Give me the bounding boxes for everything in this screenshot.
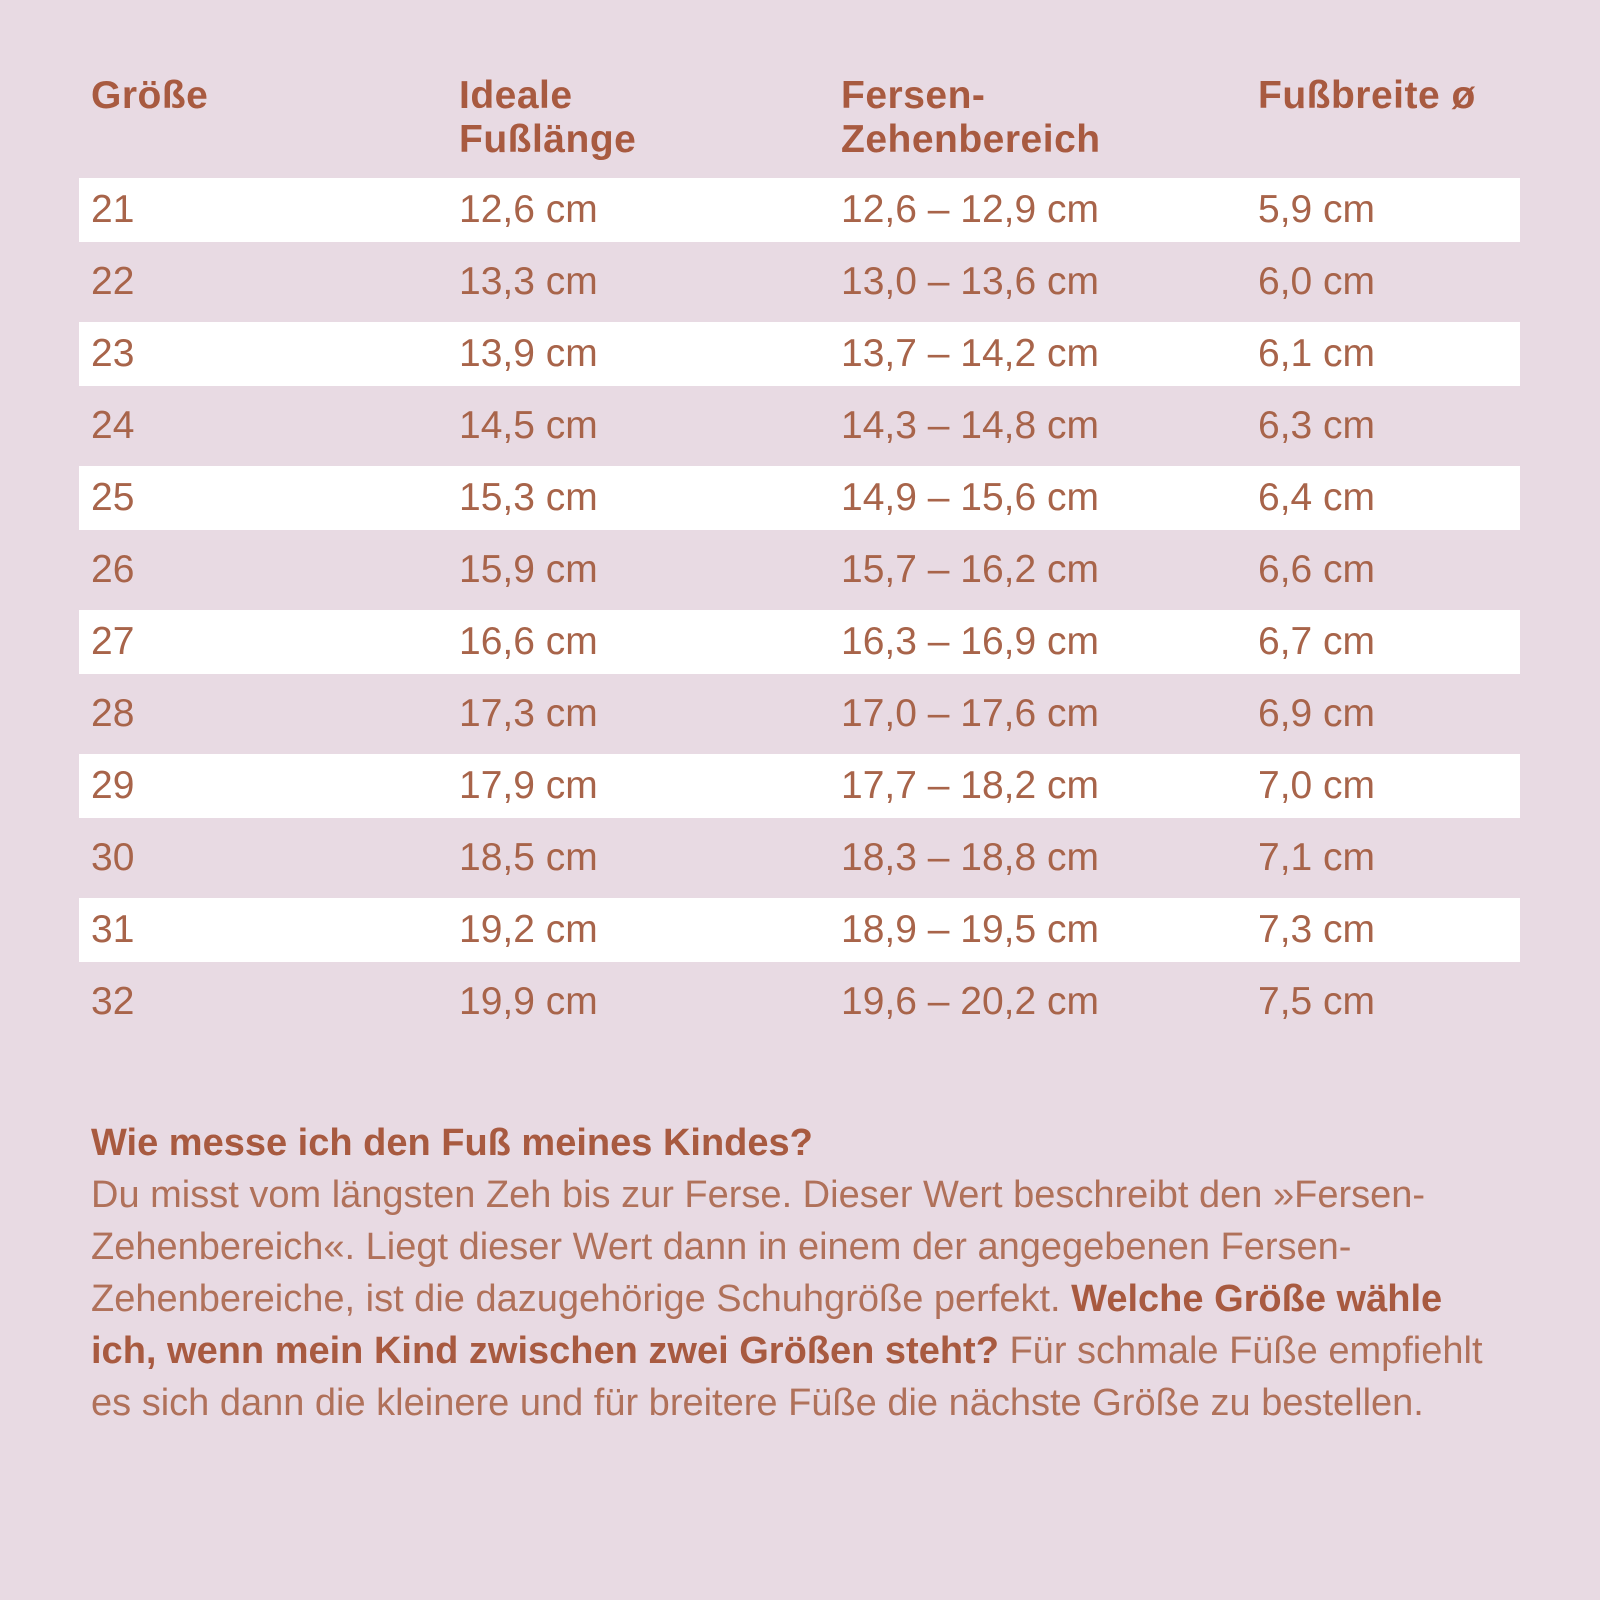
cell-foot-width: 6,3 cm bbox=[1258, 404, 1376, 447]
table-row bbox=[79, 178, 1520, 242]
cell-ideal-foot-length: 12,6 cm bbox=[459, 188, 598, 231]
header-foot-width: Fußbreite ø bbox=[1258, 74, 1476, 117]
cell-heel-toe-range: 18,9 – 19,5 cm bbox=[841, 908, 1099, 951]
header-ideal-foot-length: Ideale Fußlänge bbox=[459, 74, 637, 161]
table-body bbox=[79, 178, 1520, 1034]
cell-foot-width: 6,7 cm bbox=[1258, 620, 1376, 663]
cell-size: 21 bbox=[91, 188, 135, 231]
info-title: Wie messe ich den Fuß meines Kindes? bbox=[91, 1122, 813, 1164]
cell-size: 22 bbox=[91, 260, 135, 303]
info-question: Welche Größe wähle ich, wenn mein Kind zwischen zwei Größen steht? bbox=[91, 1278, 1443, 1372]
cell-foot-width: 7,3 cm bbox=[1258, 908, 1376, 951]
cell-size: 27 bbox=[91, 620, 135, 663]
cell-ideal-foot-length: 15,3 cm bbox=[459, 476, 598, 519]
cell-size: 24 bbox=[91, 404, 135, 447]
cell-ideal-foot-length: 13,3 cm bbox=[459, 260, 598, 303]
cell-ideal-foot-length: 14,5 cm bbox=[459, 404, 598, 447]
table-row bbox=[79, 250, 1520, 314]
table-header bbox=[79, 70, 1520, 178]
cell-heel-toe-range: 13,7 – 14,2 cm bbox=[841, 332, 1099, 375]
cell-size: 30 bbox=[91, 836, 135, 879]
table-row bbox=[79, 754, 1520, 818]
table-row bbox=[79, 538, 1520, 602]
cell-ideal-foot-length: 19,2 cm bbox=[459, 908, 598, 951]
cell-size: 32 bbox=[91, 980, 135, 1023]
table-row bbox=[79, 394, 1520, 458]
table-row bbox=[79, 970, 1520, 1034]
cell-heel-toe-range: 17,7 – 18,2 cm bbox=[841, 764, 1099, 807]
cell-heel-toe-range: 18,3 – 18,8 cm bbox=[841, 836, 1099, 879]
size-table bbox=[79, 70, 1520, 1042]
cell-ideal-foot-length: 16,6 cm bbox=[459, 620, 598, 663]
table-row bbox=[79, 682, 1520, 746]
table-row bbox=[79, 898, 1520, 962]
cell-size: 26 bbox=[91, 548, 135, 591]
cell-heel-toe-range: 15,7 – 16,2 cm bbox=[841, 548, 1099, 591]
cell-foot-width: 6,1 cm bbox=[1258, 332, 1376, 375]
cell-heel-toe-range: 17,0 – 17,6 cm bbox=[841, 692, 1099, 735]
cell-ideal-foot-length: 17,3 cm bbox=[459, 692, 598, 735]
cell-heel-toe-range: 19,6 – 20,2 cm bbox=[841, 980, 1099, 1023]
table-row bbox=[79, 826, 1520, 890]
cell-foot-width: 7,1 cm bbox=[1258, 836, 1376, 879]
cell-foot-width: 6,4 cm bbox=[1258, 476, 1376, 519]
table-row bbox=[79, 322, 1520, 386]
info-text-2: Für schmale Füße empfiehlt es sich dann die kleinere und für breitere Füße die nächste Größe zu bestellen. bbox=[91, 1330, 1483, 1424]
cell-ideal-foot-length: 13,9 cm bbox=[459, 332, 598, 375]
cell-heel-toe-range: 12,6 – 12,9 cm bbox=[841, 188, 1099, 231]
cell-heel-toe-range: 14,3 – 14,8 cm bbox=[841, 404, 1099, 447]
cell-ideal-foot-length: 17,9 cm bbox=[459, 764, 598, 807]
cell-ideal-foot-length: 18,5 cm bbox=[459, 836, 598, 879]
cell-foot-width: 6,0 cm bbox=[1258, 260, 1376, 303]
info-text-1: Du misst vom längsten Zeh bis zur Ferse. Dieser Wert beschreibt den »Fersen-Zehenbereich«. Liegt dieser Wert dann in einem der angegebenen Fersen-Zehenbereiche, ist die dazugehörige Schuhgröße perfekt. bbox=[91, 1174, 1426, 1320]
cell-foot-width: 6,6 cm bbox=[1258, 548, 1376, 591]
cell-size: 25 bbox=[91, 476, 135, 519]
cell-size: 29 bbox=[91, 764, 135, 807]
cell-foot-width: 5,9 cm bbox=[1258, 188, 1376, 231]
cell-foot-width: 7,0 cm bbox=[1258, 764, 1376, 807]
cell-size: 28 bbox=[91, 692, 135, 735]
cell-heel-toe-range: 13,0 – 13,6 cm bbox=[841, 260, 1099, 303]
header-heel-toe-range: Fersen- Zehenbereich bbox=[841, 74, 1101, 161]
table-row bbox=[79, 466, 1520, 530]
cell-size: 23 bbox=[91, 332, 135, 375]
cell-heel-toe-range: 16,3 – 16,9 cm bbox=[841, 620, 1099, 663]
measuring-info bbox=[91, 1117, 1491, 1429]
cell-foot-width: 7,5 cm bbox=[1258, 980, 1376, 1023]
cell-ideal-foot-length: 15,9 cm bbox=[459, 548, 598, 591]
cell-ideal-foot-length: 19,9 cm bbox=[459, 980, 598, 1023]
cell-heel-toe-range: 14,9 – 15,6 cm bbox=[841, 476, 1099, 519]
header-size: Größe bbox=[91, 74, 209, 117]
cell-foot-width: 6,9 cm bbox=[1258, 692, 1376, 735]
cell-size: 31 bbox=[91, 908, 135, 951]
table-row bbox=[79, 610, 1520, 674]
